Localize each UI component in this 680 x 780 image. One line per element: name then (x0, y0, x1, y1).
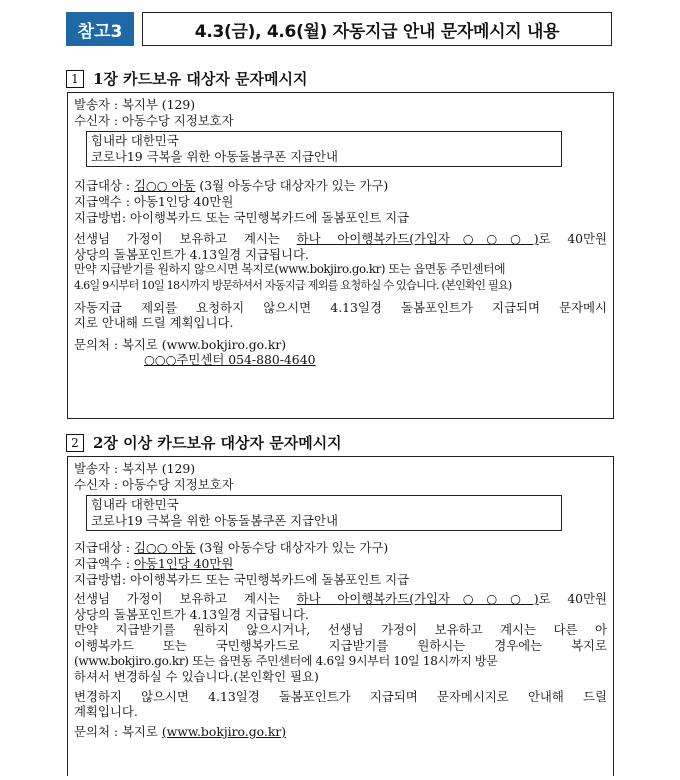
card-name: 하나 아이행복카드(가입자○○○) (296, 231, 539, 247)
contact-line-1: 문의처 : 복지로 (www.bokjiro.go.kr) (74, 336, 287, 352)
target-label: 지급대상 : (74, 540, 134, 556)
notice-line-2: 코로나19 극복을 위한 아동돌봄쿠폰 지급안내 (91, 148, 338, 164)
body1-text-a: 선생님 가정이 보유하고 계시는 (74, 591, 297, 607)
target-line (74, 178, 607, 194)
body1-line-1 (74, 591, 607, 607)
body2-line-2: 계획입니다. (74, 704, 138, 720)
contact-line-2 (74, 352, 607, 368)
section2-title: 2장 이상 카드보유 대상자 문자메시지 (93, 434, 342, 452)
receiver-line: 수신자 : 아동수당 지정보호자 (74, 112, 234, 128)
body1-line-3: 만약 지급받기를 원하지 않으시거나, 선생님 가정이 보유하고 계시는 다른 아 (74, 622, 607, 638)
notice-box (86, 131, 562, 167)
receiver-line: 수신자 : 아동수당 지정보호자 (74, 476, 234, 492)
amount-label: 지급액수 : (74, 555, 134, 571)
body1-text-a: 선생님 가정이 보유하고 계시는 (74, 231, 297, 247)
body1-line-2: 상당의 돌봄포인트가 4.13일경 지급됩니다. (74, 606, 309, 622)
amount-line: 지급액수 : 아동1인당 40만원 (74, 193, 234, 209)
section2-message-box (67, 456, 614, 776)
body1-text-b: 로 40만원 (538, 591, 607, 607)
section1-title: 1장 카드보유 대상자 문자메시지 (93, 70, 308, 88)
method-line: 지급방법: 아이행복카드 또는 국민행복카드에 돌봄포인트 지급 (74, 571, 410, 587)
body1-line-5: (www.bokjiro.go.kr) 또는 읍면동 주민센터에 4.6일 9시부터 10일 18시까지 방문 (74, 653, 498, 668)
section2-number: 2 (66, 434, 84, 452)
section1-message-box (67, 92, 614, 419)
section1-number: 1 (66, 70, 84, 88)
notice-line-1: 힘내라 대한민국 (91, 133, 179, 149)
body1-text-b: 로 40만원 (538, 231, 607, 247)
target-note: (3월 아동수당 대상자가 있는 가구) (195, 178, 389, 194)
body1-line-3: 만약 지급받기를 원하지 않으시면 복지로(www.bokjiro.go.kr) 또는 읍면동 주민센터에 (74, 262, 506, 277)
body1-line-1 (74, 231, 607, 247)
notice-line-1: 힘내라 대한민국 (91, 497, 179, 513)
section1-heading (66, 68, 307, 89)
card-name: 하나 아이행복카드(가입자○○○) (296, 591, 539, 607)
page-header (66, 12, 612, 46)
section2-heading (66, 432, 342, 453)
sender-line: 발송자 : 복지부 (129) (74, 461, 196, 476)
body1-line-6: 하셔서 변경하실 수 있습니다.(본인확인 필요) (74, 669, 319, 685)
target-name: 김○○ 아동 (133, 540, 196, 556)
target-line (74, 540, 607, 556)
body1-line-4: 이행복카드 또는 국민행복카드로 지급받기를 원하시는 경우에는 복지로 (74, 637, 607, 653)
target-name: 김○○ 아동 (133, 178, 196, 194)
target-label: 지급대상 : (74, 178, 134, 194)
body1-line-4: 4.6일 9시부터 10일 18시까지 방문하셔서 자동지급 제외를 요청하실 수 있습니다. (본인확인 필요) (74, 278, 512, 292)
method-line: 지급방법: 아이행복카드 또는 국민행복카드에 돌봄포인트 지급 (74, 209, 410, 225)
contact-url: (www.bokjiro.go.kr) (161, 723, 287, 739)
contact-label: 문의처 : 복지로 (74, 723, 162, 739)
notice-line-2: 코로나19 극복을 위한 아동돌봄쿠폰 지급안내 (91, 512, 338, 528)
sender-line: 발송자 : 복지부 (129) (74, 97, 196, 112)
body2-line-1: 변경하지 않으시면 4.13일경 돌봄포인트가 지급되며 문자메시지로 안내해 드릴 (74, 688, 607, 704)
body2-line-1: 자동지급 제외를 요청하지 않으시면 4.13일경 돌봄포인트가 지급되며 문자메시 (74, 299, 607, 315)
notice-box (86, 495, 562, 531)
contact-line-1 (74, 724, 607, 740)
target-note: (3월 아동수당 대상자가 있는 가구) (195, 540, 389, 556)
amount-line (74, 556, 607, 572)
reference-tag: 참고3 (66, 12, 134, 46)
center-contact: ○○○주민센터 054-880-4640 (144, 352, 316, 368)
amount-value: 아동1인당 40만원 (133, 555, 234, 571)
body1-line-2: 상당의 돌봄포인트가 4.13일경 지급됩니다. (74, 246, 309, 262)
body2-line-2: 지로 안내해 드릴 계획입니다. (74, 315, 234, 331)
page-title: 4.3(금), 4.6(월) 자동지급 안내 문자메시지 내용 (142, 12, 612, 46)
